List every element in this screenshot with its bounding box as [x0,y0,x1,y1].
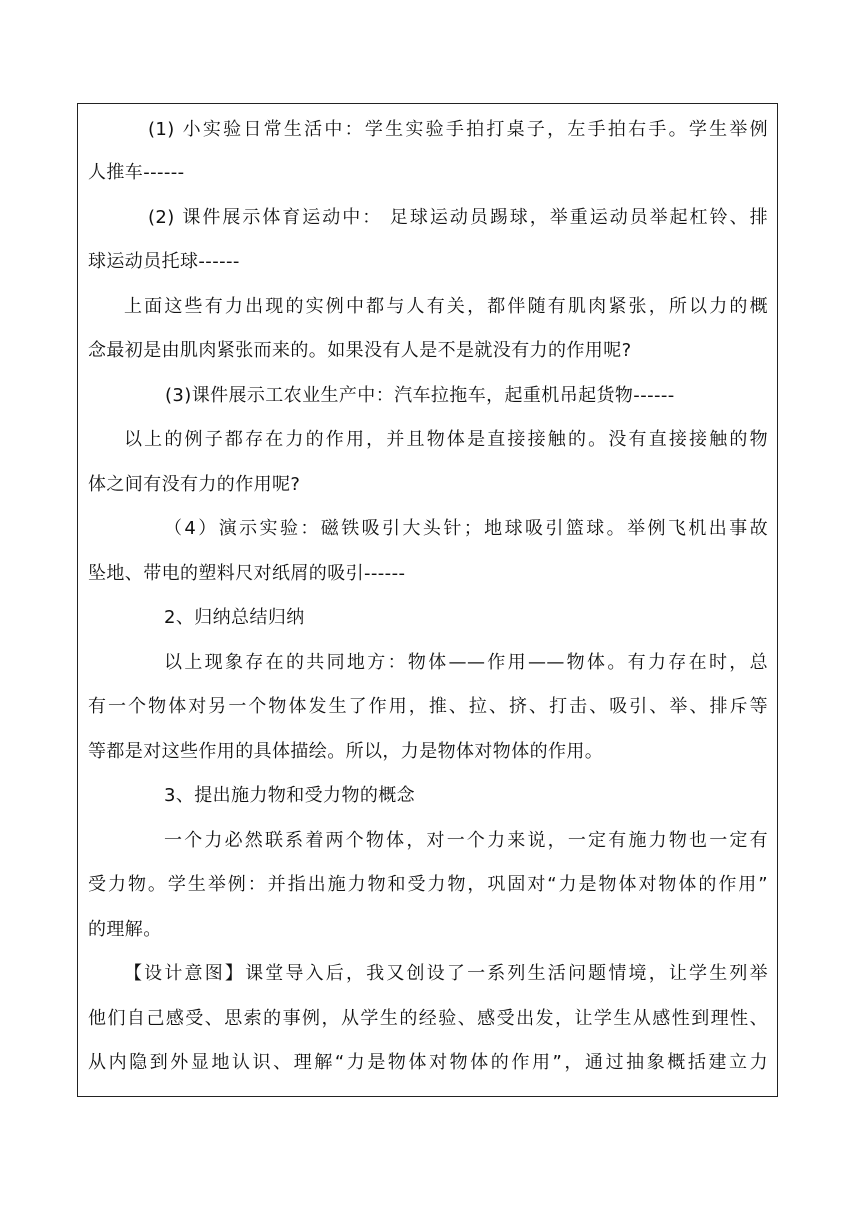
text-line: 的理解。 [88,919,162,940]
text-line: 【设计意图】课堂导入后，我又创设了一系列生活问题情境，让学生列举 [124,963,768,984]
text-line: 人推车------ [88,162,185,183]
text-line: 一个力必然联系着两个物体，对一个力来说，一定有施力物也一定有 [164,830,768,851]
text-line: 念最初是由肌肉紧张而来的。如果没有人是不是就没有力的作用呢? [88,340,632,361]
text-line: 坠地、带电的塑料尺对纸屑的吸引------ [88,563,406,584]
text-line: 他们自己感受、思索的事例，从学生的经验、感受出发，让学生从感性到理性、 [88,1008,768,1029]
text-line: 以上现象存在的共同地方：物体——作用——物体。有力存在时，总 [164,652,768,673]
text-line: (2) 课件展示体育运动中： 足球运动员踢球，举重运动员举起杠铃、排 [148,207,768,228]
text-line: 受力物。学生举例：并指出施力物和受力物，巩固对“力是物体对物体的作用” [88,874,768,895]
section-heading: 3、提出施力物和受力物的概念 [164,785,416,806]
text-line: (1) 小实验日常生活中：学生实验手拍打桌子，左手拍右手。学生举例 [148,119,768,140]
text-line: 上面这些有力出现的实例中都与人有关，都伴随有肌肉紧张，所以力的概 [124,296,768,317]
text-line: （4）演示实验：磁铁吸引大头针；地球吸引篮球。举例飞机出事故 [164,518,768,539]
text-line: 等都是对这些作用的具体描绘。所以，力是物体对物体的作用。 [88,741,604,762]
text-line: 有一个物体对另一个物体发生了作用，推、拉、挤、打击、吸引、举、排斥等 [88,696,768,717]
text-line: 体之间有没有力的作用呢? [88,474,301,495]
text-line: 以上的例子都存在力的作用，并且物体是直接接触的。没有直接接触的物 [124,429,768,450]
text-line: 从内隐到外显地认识、理解“力是物体对物体的作用”，通过抽象概括建立力 [88,1052,768,1073]
section-heading: 2、归纳总结归纳 [164,607,305,628]
text-line: (3)课件展示工农业生产中：汽车拉拖车，起重机吊起货物------ [165,385,675,406]
text-line: 球运动员托球------ [88,251,240,272]
